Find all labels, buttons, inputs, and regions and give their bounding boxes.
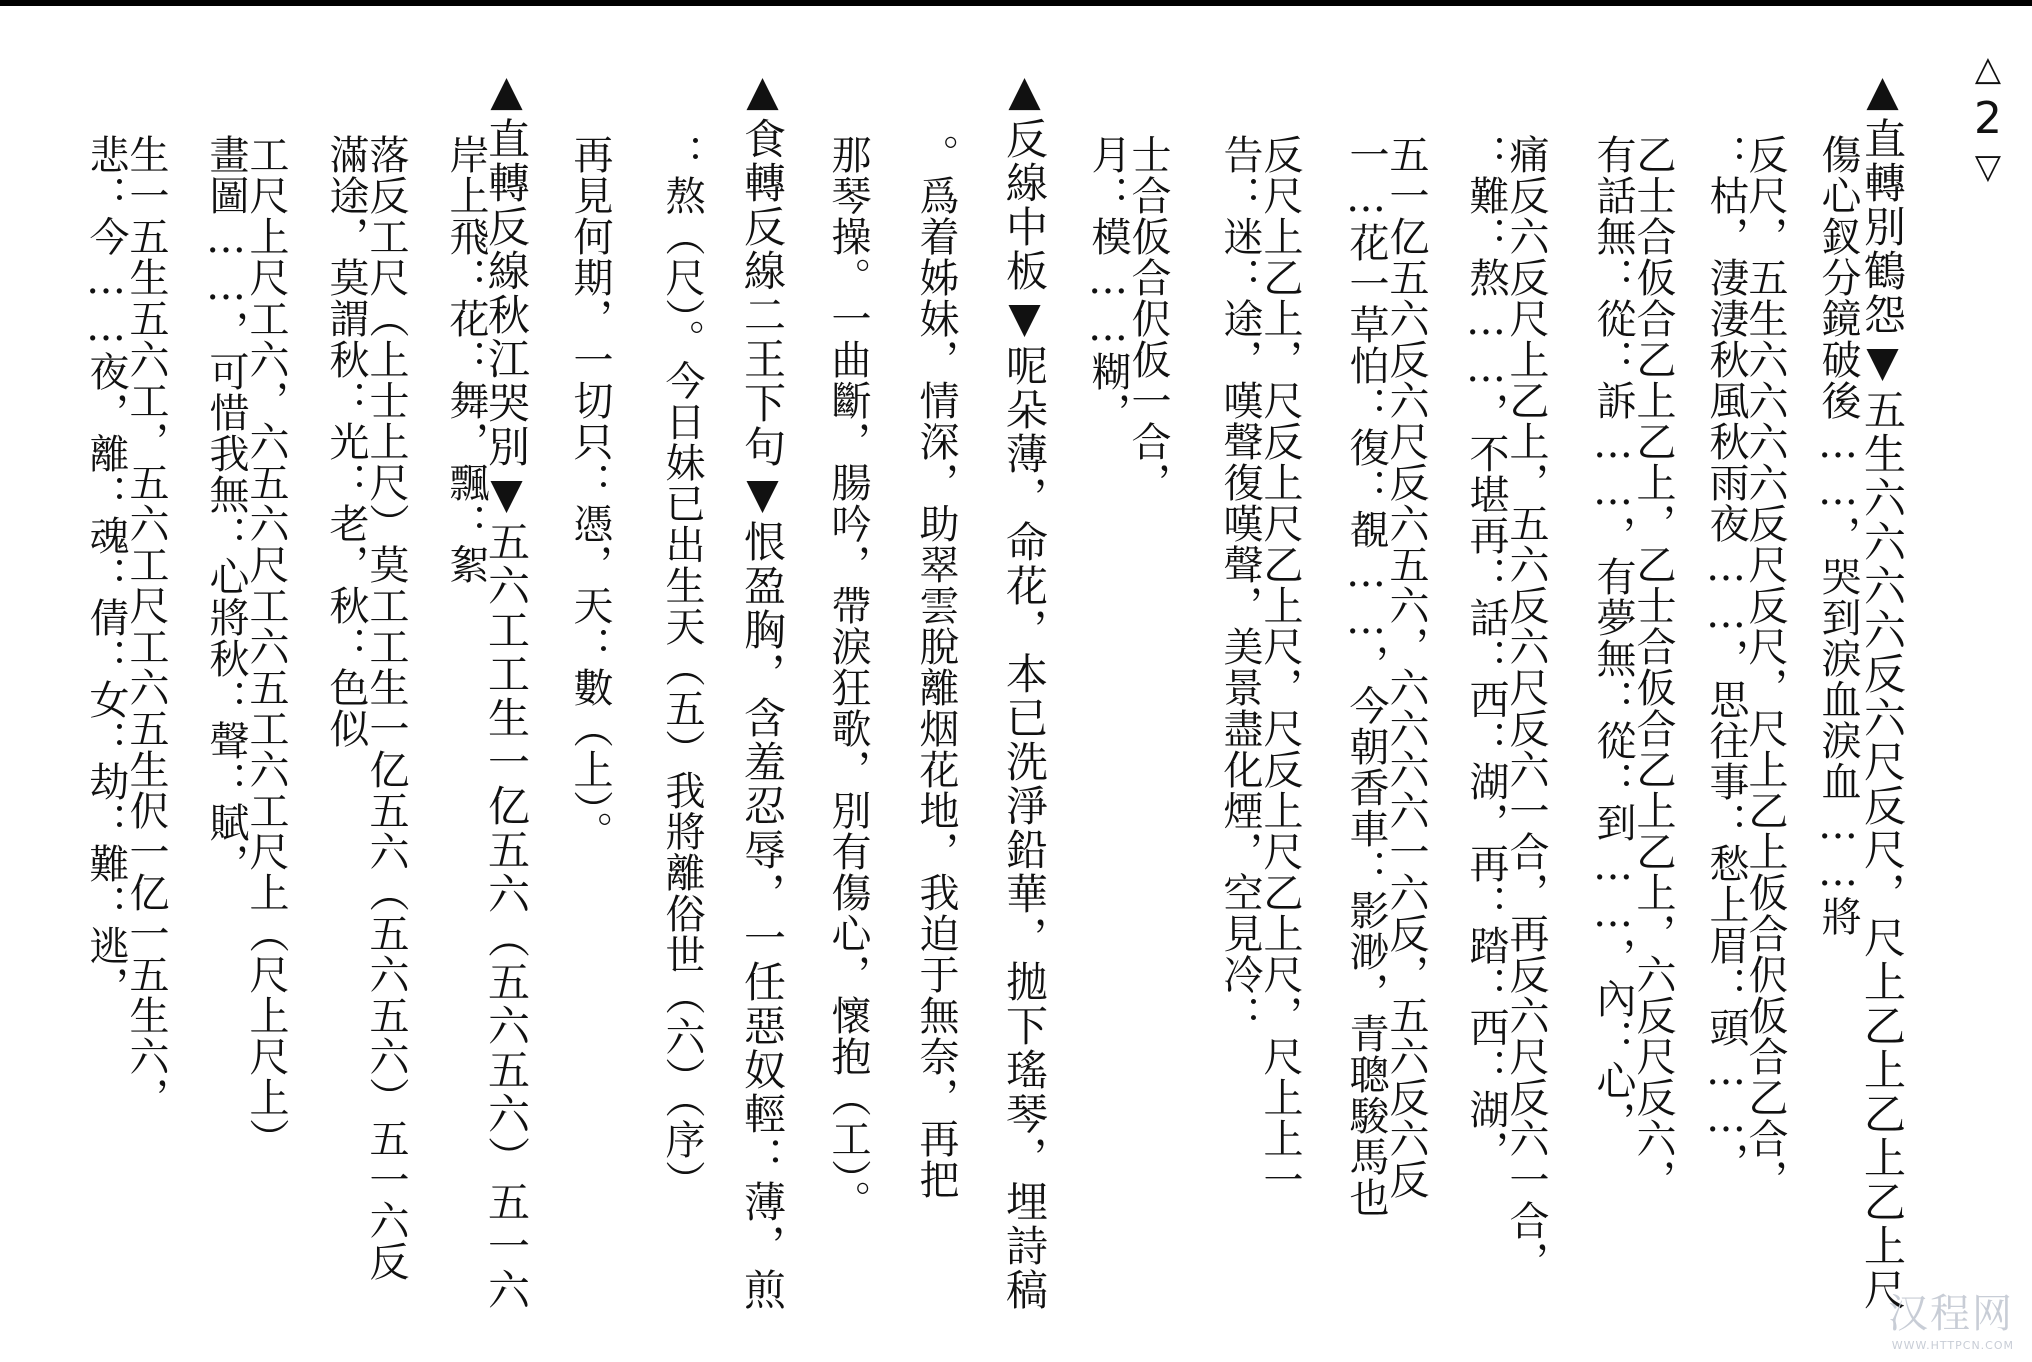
- page-down-triangle-icon[interactable]: ▽: [1974, 146, 2002, 187]
- column-16: 。爲着姊妹，情深，助翠雲脫離烟花地，我迫于無奈，再把: [913, 134, 959, 1200]
- column-17: 那琴操。一曲斷，腸吟，帶淚狂歌，別有傷心，懷抱（工）。: [825, 134, 871, 1221]
- watermark-text: 汉程网: [1888, 1291, 2014, 1337]
- column-3: 反尺，五生六六六六反尺反尺，尺上乙上仮合伬仮合乙合，: [1742, 134, 1788, 1200]
- column-25: 工尺上尺工六，六五六尺工六五工六工尺上（尺上尺上）: [243, 134, 289, 1159]
- column-8: ：難：熬……，不堪再：話：西：湖，再：踏：西：湖，: [1463, 134, 1509, 1171]
- column-20: 再見何期，一切只：憑，天：數（上）。: [567, 134, 613, 852]
- column-15: ▲反線中板▼呢朵薄，命花，本已洗淨鉛華，拋下瑤琴，埋詩稿: [1000, 66, 1049, 1312]
- column-2: 傷心釵分鏡破後……，哭到淚血淚血……將: [1815, 134, 1861, 937]
- column-18: ▲食轉反線二王下句▼恨盈胸，含羞忍辱，一任惡奴輕：薄，煎: [738, 66, 787, 1312]
- watermark-logo: [1814, 1282, 2014, 1352]
- top-border-rule: [0, 0, 2032, 6]
- column-5: 乙士合仮合乙上乙上，乙士合仮合乙上乙上，六反尺反六，: [1630, 134, 1676, 1200]
- column-19: ：熬（尺）。今日妹已出生天（五）我將離俗世（六）（序）: [659, 134, 705, 1201]
- column-24: 滿途，莫謂秋：光：老，秋：色似: [323, 134, 369, 749]
- column-28: 悲：今……夜，離：魂：倩：女：劫：難：逃，: [83, 134, 129, 1007]
- watermark-url: WWW.HTTPCN.COM: [1891, 1339, 2014, 1352]
- column-13: 士合仮合伬仮一合，: [1125, 134, 1171, 503]
- column-23: 落反工尺（上士上尺）莫工工生一亿五六（五六五六）五一六反: [363, 134, 409, 1282]
- column-1: ▲直轉別鶴怨▼五生六六六六反六尺反尺，尺上乙上乙上乙上尺: [1858, 66, 1907, 1312]
- column-4: ：枯，淒淒秋風秋雨夜……，思往事：愁上眉：頭……，: [1703, 134, 1749, 1183]
- column-9: 五一亿五六反六尺反六五六，六六六六一六反，五六反六反: [1383, 134, 1429, 1200]
- column-11: 反尺上乙上，尺反上尺乙上尺，尺反上尺乙上尺，尺上上一: [1257, 134, 1303, 1200]
- column-22: 岸上飛：花：舞，飄：絮: [443, 134, 489, 585]
- page-number-block: [1958, 48, 2018, 188]
- page-number: 2: [1974, 92, 2002, 144]
- column-14: 月：模……糊，: [1085, 134, 1131, 433]
- column-27: 生一五生五六工，五六工尺工六五生伬一亿一五生六，: [123, 134, 169, 1118]
- page-up-triangle-icon[interactable]: △: [1974, 49, 2002, 89]
- column-21: ▲直轉反線秋江哭別▼五六工工生一亿五六（五六五六）五一六: [482, 66, 531, 1312]
- column-6: 有話無：從：訴……，有夢無：從：到……，內：心，: [1590, 134, 1636, 1142]
- column-7: 痛反六反尺上乙上，五六反六尺反六一合，再反六尺反六一合，: [1503, 134, 1549, 1282]
- column-10: 一…花一草怕：復：覩……，今朝香車：影渺，青聰駿馬也: [1343, 134, 1389, 1218]
- column-12: 告：迷：途，嘆聲復嘆聲，美景盡化煙，空見冷：: [1217, 134, 1263, 1036]
- column-26: 畫圖……，可惜我無：心將秋：聲：賦，: [203, 134, 249, 884]
